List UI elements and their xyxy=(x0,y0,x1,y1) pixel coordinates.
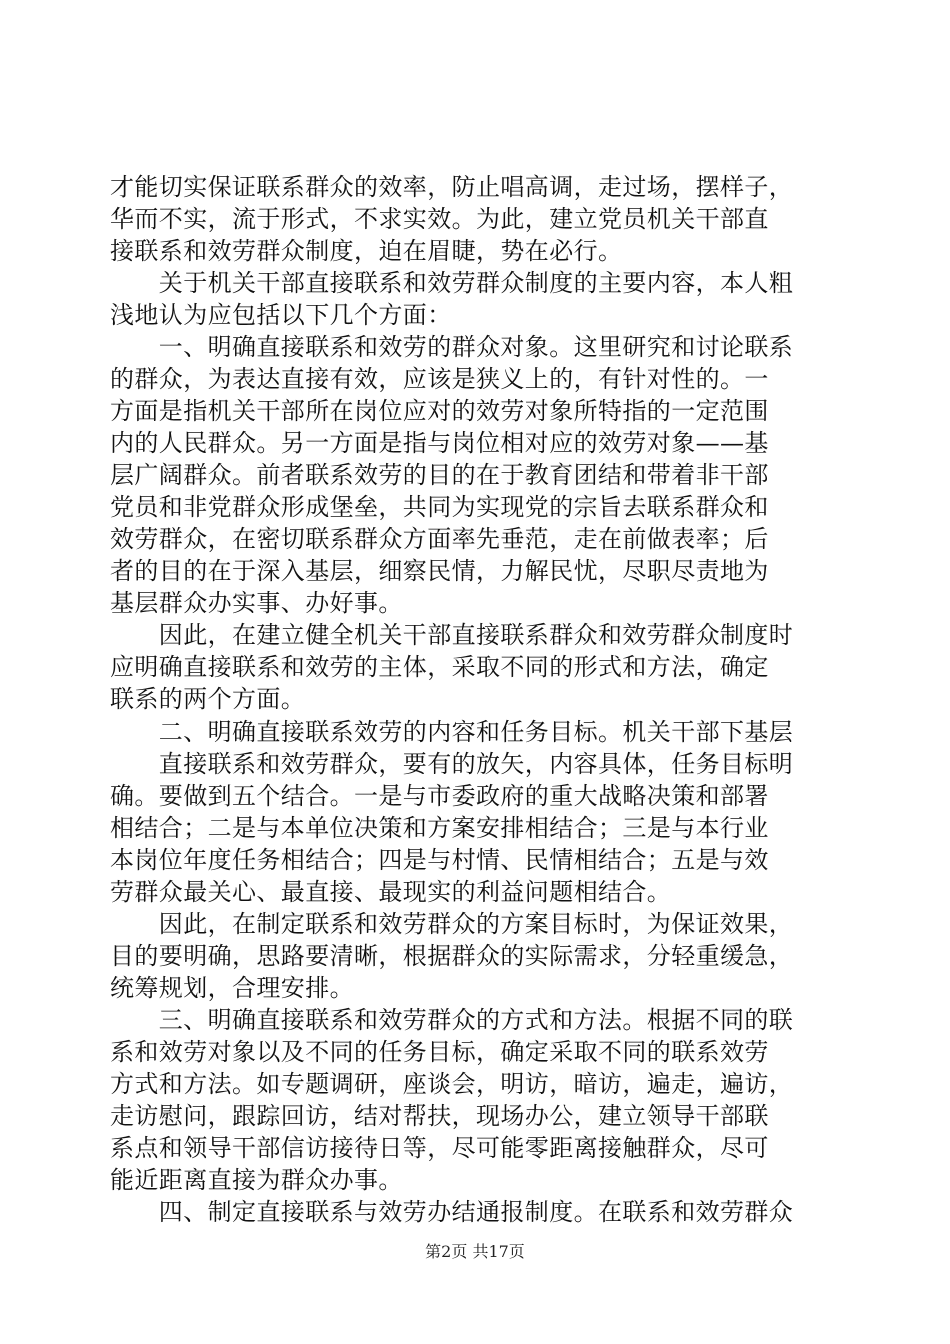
text-line: 一、明确直接联系和效劳的群众对象。这里研究和讨论联系 xyxy=(110,333,794,362)
text-line: 能近距离直接为群众办事。 xyxy=(110,1165,403,1194)
text-line: 关于机关干部直接联系和效劳群众制度的主要内容，本人粗 xyxy=(110,269,794,298)
text-line: 层广阔群众。前者联系效劳的目的在于教育团结和带着非干部 xyxy=(110,461,769,490)
text-line: 二、明确直接联系效劳的内容和任务目标。机关干部下基层 xyxy=(110,717,794,746)
text-line: 联系的两个方面。 xyxy=(110,685,306,714)
text-line: 确。要做到五个结合。一是与市委政府的重大战略决策和部署 xyxy=(110,781,769,810)
text-line: 直接联系和效劳群众，要有的放矢，内容具体，任务目标明 xyxy=(110,749,794,778)
text-line: 效劳群众，在密切联系群众方面率先垂范，走在前做表率；后 xyxy=(110,525,769,554)
text-line: 系和效劳对象以及不同的任务目标，确定采取不同的联系效劳 xyxy=(110,1037,769,1066)
text-line: 目的要明确，思路要清晰，根据群众的实际需求，分轻重缓急， xyxy=(110,941,794,970)
text-line: 相结合；二是与本单位决策和方案安排相结合；三是与本行业 xyxy=(110,813,769,842)
text-line: 方面是指机关干部所在岗位应对的效劳对象所特指的一定范围 xyxy=(110,397,769,426)
text-line: 基层群众办实事、办好事。 xyxy=(110,589,403,618)
text-line: 走访慰问，跟踪回访，结对帮扶，现场办公，建立领导干部联 xyxy=(110,1101,769,1130)
text-line: 的群众，为表达直接有效，应该是狭义上的，有针对性的。一 xyxy=(110,365,769,394)
page-footer: 第2页 共17页 xyxy=(425,1242,525,1261)
text-line: 四、制定直接联系与效劳办结通报制度。在联系和效劳群众 xyxy=(110,1197,794,1226)
text-line: 华而不实，流于形式，不求实效。为此，建立党员机关干部直 xyxy=(110,205,769,234)
text-line: 才能切实保证联系群众的效率，防止唱高调，走过场，摆样子， xyxy=(110,173,794,201)
text-line: 浅地认为应包括以下几个方面： xyxy=(110,301,452,330)
text-line: 内的人民群众。另一方面是指与岗位相对应的效劳对象——基 xyxy=(110,429,769,458)
text-line: 本岗位年度任务相结合；四是与村情、民情相结合；五是与效 xyxy=(110,845,769,874)
text-line: 因此，在制定联系和效劳群众的方案目标时，为保证效果， xyxy=(110,909,794,938)
text-line: 三、明确直接联系和效劳群众的方式和方法。根据不同的联 xyxy=(110,1005,794,1034)
text-line: 劳群众最关心、最直接、最现实的利益问题相结合。 xyxy=(110,877,672,906)
text-line: 接联系和效劳群众制度，迫在眉睫，势在必行。 xyxy=(110,237,623,266)
text-line: 党员和非党群众形成堡垒，共同为实现党的宗旨去联系群众和 xyxy=(110,493,769,522)
text-line: 系点和领导干部信访接待日等，尽可能零距离接触群众，尽可 xyxy=(110,1133,769,1162)
text-line: 统筹规划，合理安排。 xyxy=(110,973,354,1002)
text-line: 方式和方法。如专题调研，座谈会，明访，暗访，遍走，遍访， xyxy=(110,1069,794,1098)
text-line: 因此，在建立健全机关干部直接联系群众和效劳群众制度时 xyxy=(110,621,794,650)
text-line: 应明确直接联系和效劳的主体，采取不同的形式和方法，确定 xyxy=(110,653,769,682)
text-line: 者的目的在于深入基层，细察民情，力解民忧，尽职尽责地为 xyxy=(110,557,769,586)
